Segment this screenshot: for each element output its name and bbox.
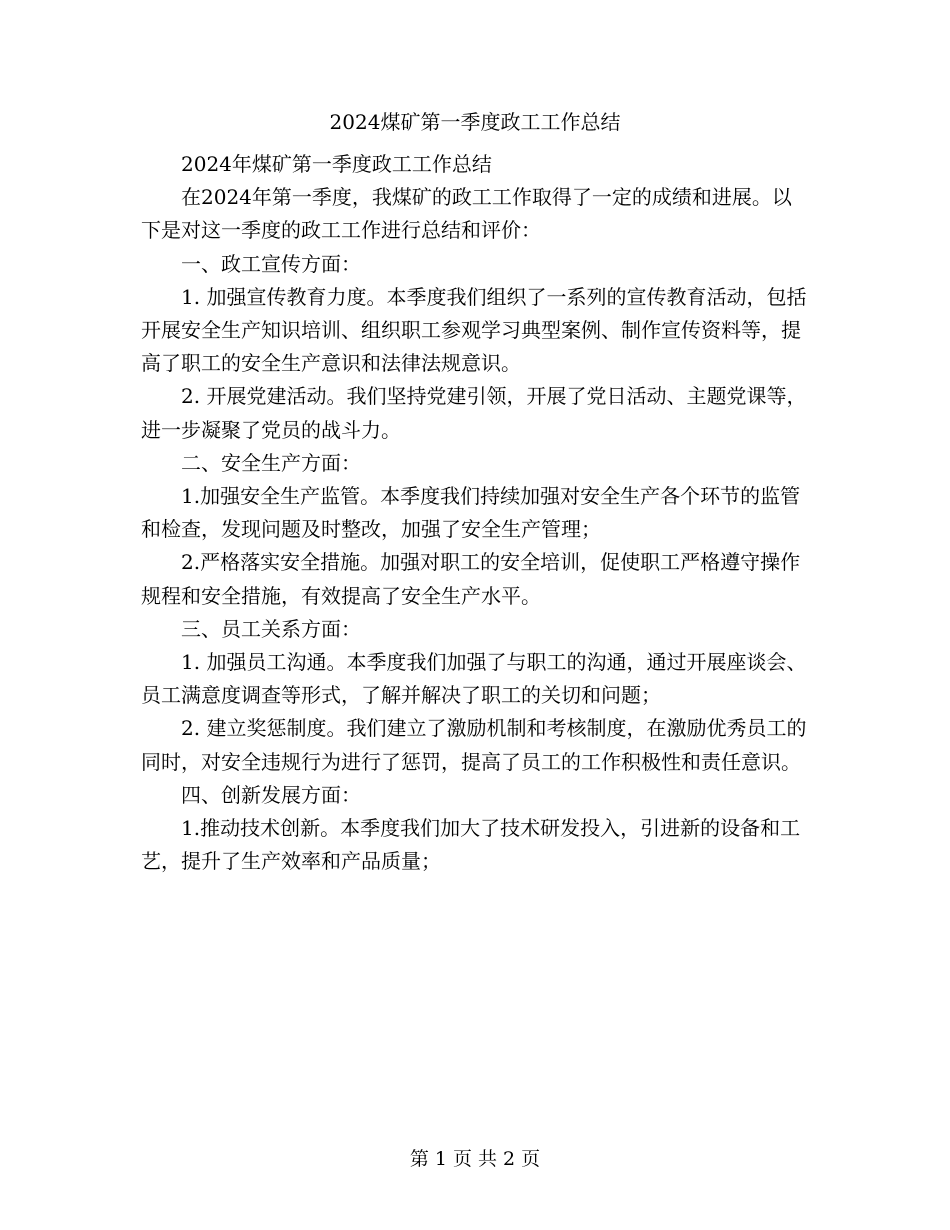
paragraph-safety-2: 2.严格落实安全措施。加强对职工的安全培训，促使职工严格遵守操作规程和安全措施，有效提高了安全生产水平。 [141, 550, 801, 608]
section-heading-employee: 三、员工关系方面： [181, 616, 361, 641]
page-footer: 第 1 页 共 2 页 [409, 1148, 541, 1170]
paragraph-safety-1: 1.加强安全生产监管。本季度我们持续加强对安全生产各个环节的监管和检查，发现问题及时整改，加强了安全生产管理； [141, 484, 801, 542]
document-body [141, 148, 811, 878]
paragraph-innovation-1: 1.推动技术创新。本季度我们加大了技术研发投入，引进新的设备和工艺，提升了生产效率和产品质量； [141, 816, 801, 874]
paragraph-intro: 在2024年第一季度，我煤矿的政工工作取得了一定的成绩和进展。以下是对这一季度的政工工作进行总结和评价： [141, 185, 792, 243]
document-title: 2024煤矿第一季度政工工作总结 [329, 110, 621, 134]
section-heading-safety: 二、安全生产方面： [181, 450, 361, 475]
paragraph-subtitle: 2024年煤矿第一季度政工工作总结 [181, 152, 492, 176]
paragraph-employee-2: 2. 建立奖惩制度。我们建立了激励机制和考核制度，在激励优秀员工的同时，对安全违规行为进行了惩罚，提高了员工的工作积极性和责任意识。 [141, 716, 807, 774]
paragraph-employee-1: 1. 加强员工沟通。本季度我们加强了与职工的沟通，通过开展座谈会、员工满意度调查等形式，了解并解决了职工的关切和问题； [141, 650, 807, 708]
section-heading-propaganda: 一、政工宣传方面： [181, 251, 361, 276]
section-heading-innovation: 四、创新发展方面： [181, 782, 361, 807]
paragraph-propaganda-2: 2. 开展党建活动。我们坚持党建引领，开展了党日活动、主题党课等，进一步凝聚了党员的战斗力。 [141, 384, 807, 442]
paragraph-propaganda-1: 1. 加强宣传教育力度。本季度我们组织了一系列的宣传教育活动，包括开展安全生产知识培训、组织职工参观学习典型案例、制作宣传资料等，提高了职工的安全生产意识和法律法规意识。 [141, 284, 807, 376]
